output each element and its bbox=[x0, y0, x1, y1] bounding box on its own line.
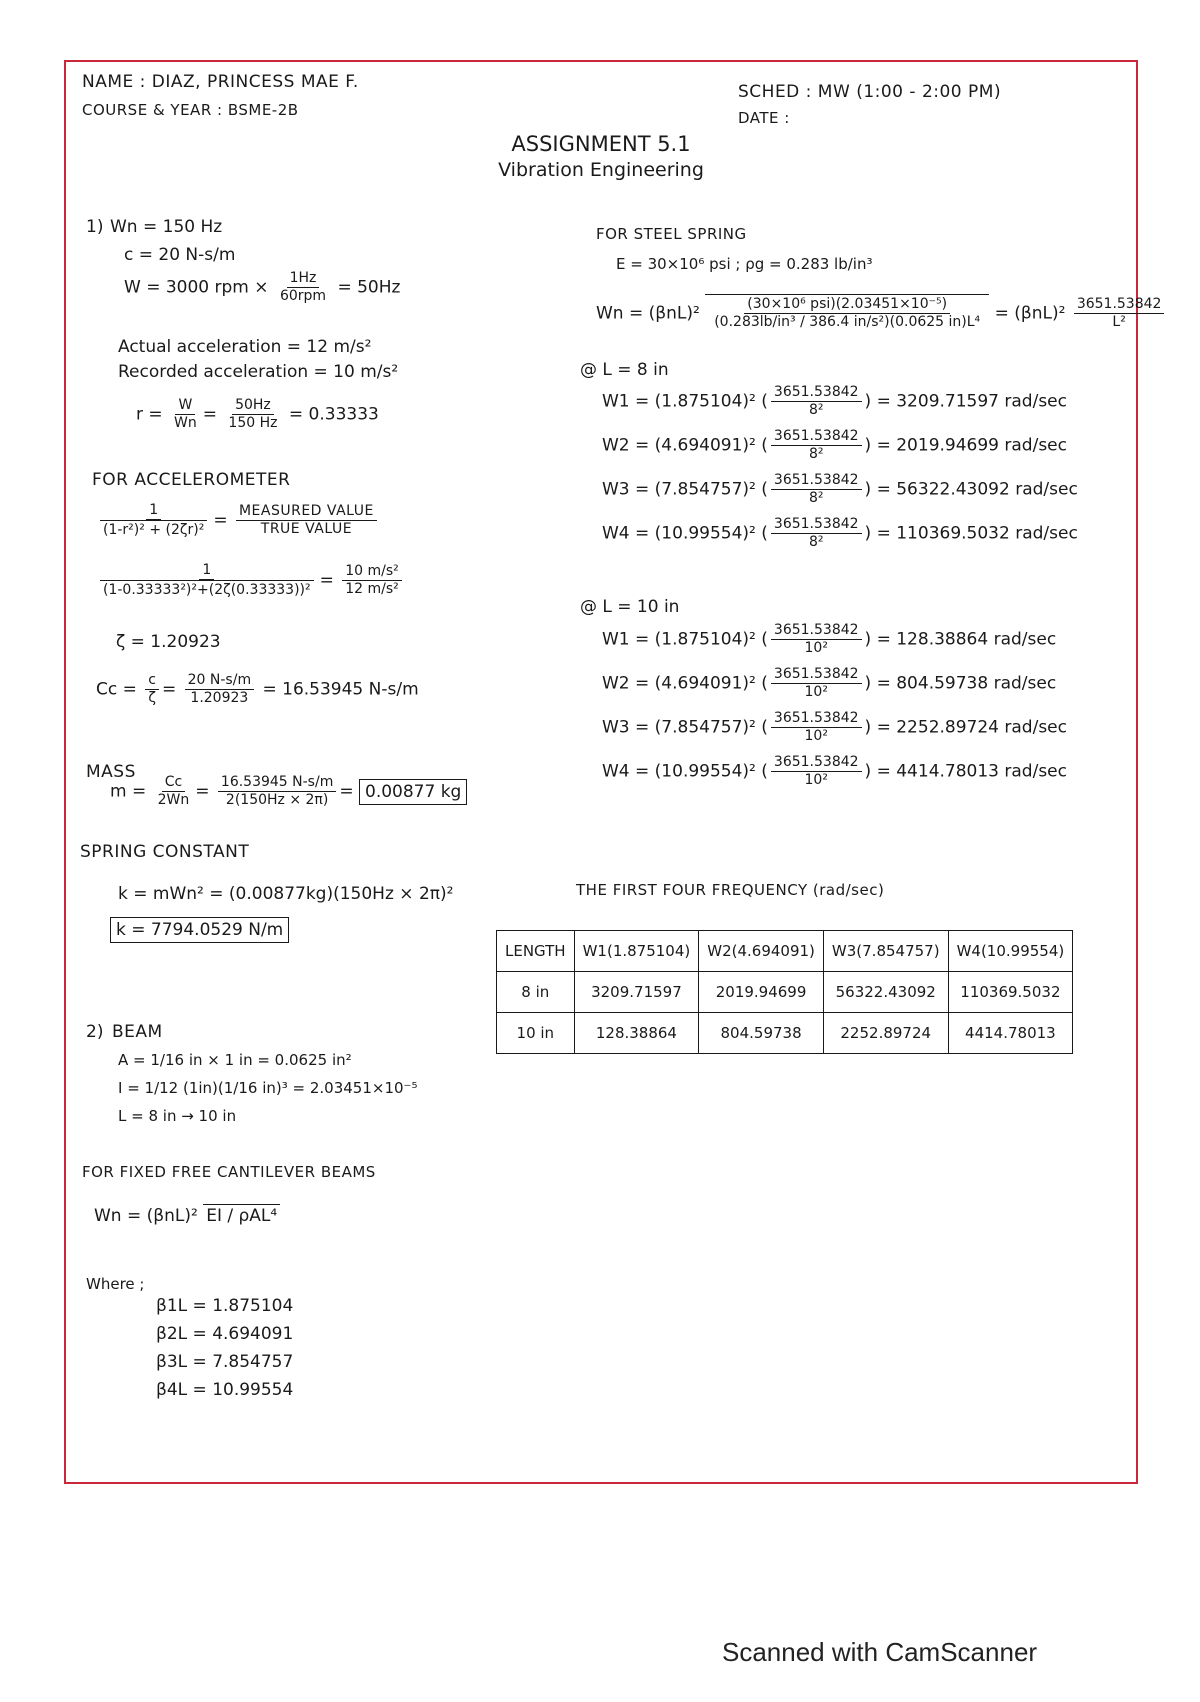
camscanner-watermark: Scanned with CamScanner bbox=[722, 1637, 1038, 1667]
spring-constant-heading: SPRING CONSTANT bbox=[80, 842, 250, 862]
table-header: W1(1.875104) bbox=[574, 931, 699, 972]
spring-constant-result-box: k = 7794.0529 N/m bbox=[110, 917, 289, 943]
length-eq: L = 8 in → 10 in bbox=[118, 1107, 237, 1125]
frequency-table-caption: THE FIRST FOUR FREQUENCY (rad/sec) bbox=[576, 881, 885, 899]
w4-at-10: W4 = (10.99554)² ( $\frac{3651.53842}{\text{10²}}$ ) = 4414.78013 rad/sec bbox=[602, 754, 1067, 788]
length-8-heading: @ L = 8 in bbox=[580, 360, 669, 380]
frequency-table bbox=[496, 930, 1073, 1054]
w1-at-10: W1 = (1.875104)² ( $\frac{3651.53842}{\text{10²}}$ ) = 128.38864 rad/sec bbox=[602, 622, 1057, 656]
beta-3: β3L = 7.854757 bbox=[156, 1352, 294, 1372]
mass-result-box: 0.00877 kg bbox=[359, 779, 467, 805]
mass-eq: m = $\frac{Cc}{2Wn}$ = $\frac{16.53945 N-s/m}{2(150Hz \times 2\pi)}$ = 0.00877 kg bbox=[110, 774, 467, 809]
table-cell: 2252.89724 bbox=[823, 1013, 948, 1054]
table-cell: 10 in bbox=[497, 1013, 575, 1054]
forcing-frequency-eq: W = 3000 rpm × $\frac{1Hz}{\text{60rpm}}$ = 50Hz bbox=[124, 270, 401, 304]
w2-at-8: W2 = (4.694091)² ( $\frac{3651.53842}{\text{8²}}$ ) = 2019.94699 rad/sec bbox=[602, 428, 1067, 462]
spring-constant-eq: k = mWn² = (0.00877kg)(150Hz × 2π)² bbox=[118, 884, 454, 904]
course-year: COURSE & YEAR : BSME-2B bbox=[82, 101, 299, 119]
inertia-eq: I = 1/12 (1in)(1/16 in)³ = 2.03451×10⁻⁵ bbox=[118, 1079, 418, 1097]
beta-2: β2L = 4.694091 bbox=[156, 1324, 294, 1344]
critical-damping-eq: Cc = $\frac{c}{\zeta}$ = $\frac{20 N-s/m}{1.20923}$ = 16.53945 N-s/m bbox=[96, 672, 419, 706]
table-cell: 3209.71597 bbox=[574, 972, 699, 1013]
length-10-heading: @ L = 10 in bbox=[580, 597, 680, 617]
table-header: W2(4.694091) bbox=[699, 931, 824, 972]
table-cell: 4414.78013 bbox=[948, 1013, 1073, 1054]
cantilever-frequency-formula: Wn = (βnL)² EI / ρAL⁴ bbox=[94, 1204, 280, 1226]
problem-1-number: 1) bbox=[86, 217, 104, 237]
table-header: LENGTH bbox=[497, 931, 575, 972]
recorded-acceleration: Recorded acceleration = 10 m/s² bbox=[118, 362, 399, 382]
natural-frequency-given: Wn = 150 Hz bbox=[110, 217, 223, 237]
table-header: W3(7.854757) bbox=[823, 931, 948, 972]
damping-ratio-result: ζ = 1.20923 bbox=[116, 632, 221, 652]
accelerometer-ratio-eq: $\frac{1}{\text{(1-r²)² + (2ζr)²}}$ = $\frac{\text{MEASURED VALUE}}{\text{TRUE VALUE}}$ bbox=[94, 502, 380, 539]
mass-heading: MASS bbox=[86, 762, 136, 782]
frequency-ratio-eq: r = $\frac{W}{Wn}$ = $\frac{50Hz}{150 Hz}$ = 0.33333 bbox=[136, 397, 379, 431]
table-row bbox=[497, 972, 1073, 1013]
w2-at-10: W2 = (4.694091)² ( $\frac{3651.53842}{\text{10²}}$ ) = 804.59738 rad/sec bbox=[602, 666, 1057, 700]
table-cell: 804.59738 bbox=[699, 1013, 824, 1054]
table-cell: 128.38864 bbox=[574, 1013, 699, 1054]
area-eq: A = 1/16 in × 1 in = 0.0625 in² bbox=[118, 1051, 352, 1069]
w3-at-10: W3 = (7.854757)² ( $\frac{3651.53842}{\text{10²}}$ ) = 2252.89724 rad/sec bbox=[602, 710, 1067, 744]
w3-at-8: W3 = (7.854757)² ( $\frac{3651.53842}{\text{8²}}$ ) = 56322.43092 rad/sec bbox=[602, 472, 1078, 506]
beta-4: β4L = 10.99554 bbox=[156, 1380, 294, 1400]
student-name: NAME : DIAZ, PRINCESS MAE F. bbox=[82, 72, 359, 92]
beta-1: β1L = 1.875104 bbox=[156, 1296, 294, 1316]
cantilever-heading: FOR FIXED FREE CANTILEVER BEAMS bbox=[82, 1163, 376, 1181]
problem-2-number: 2) bbox=[86, 1022, 104, 1042]
assignment-subtitle: Vibration Engineering bbox=[498, 159, 704, 181]
table-cell: 110369.5032 bbox=[948, 972, 1073, 1013]
table-row bbox=[497, 1013, 1073, 1054]
actual-acceleration: Actual acceleration = 12 m/s² bbox=[118, 337, 372, 357]
w1-at-8: W1 = (1.875104)² ( $\frac{3651.53842}{\text{8²}}$ ) = 3209.71597 rad/sec bbox=[602, 384, 1067, 418]
assignment-title: ASSIGNMENT 5.1 bbox=[511, 132, 691, 156]
table-cell: 56322.43092 bbox=[823, 972, 948, 1013]
where-label: Where ; bbox=[86, 1275, 145, 1293]
table-header-row bbox=[497, 931, 1073, 972]
table-header: W4(10.99554) bbox=[948, 931, 1073, 972]
steel-properties: E = 30×10⁶ psi ; ρg = 0.283 lb/in³ bbox=[616, 255, 873, 273]
beam-heading: BEAM bbox=[112, 1022, 163, 1042]
date-label: DATE : bbox=[738, 109, 790, 127]
steel-spring-heading: FOR STEEL SPRING bbox=[596, 225, 747, 243]
assignment-sheet bbox=[64, 60, 1162, 1484]
damping-given: c = 20 N-s/m bbox=[124, 245, 236, 265]
table-cell: 8 in bbox=[497, 972, 575, 1013]
table-cell: 2019.94699 bbox=[699, 972, 824, 1013]
accelerometer-substituted-eq: $\frac{1}{\text{(1-0.33333²)²+(2ζ(0.33333))²}}$ = $\frac{\text{10 m/s²}}{\text{12 m/s²}}$ bbox=[94, 562, 405, 599]
steel-frequency-eq: Wn = (βnL)² $\frac{\text{(30×10⁶ psi)(2.03451×10⁻⁵)}}{\text{(0.283lb/in³ / 386.4 in/s²)(0.0625 in)L⁴}}$ = (βnL)² $\frac{3651.53842}{\text{L²}}$ bbox=[596, 294, 1167, 331]
accelerometer-heading: FOR ACCELEROMETER bbox=[92, 470, 291, 490]
w4-at-8: W4 = (10.99554)² ( $\frac{3651.53842}{\text{8²}}$ ) = 110369.5032 rad/sec bbox=[602, 516, 1078, 550]
spring-constant-row bbox=[110, 920, 289, 940]
schedule: SCHED : MW (1:00 - 2:00 PM) bbox=[738, 82, 1002, 102]
